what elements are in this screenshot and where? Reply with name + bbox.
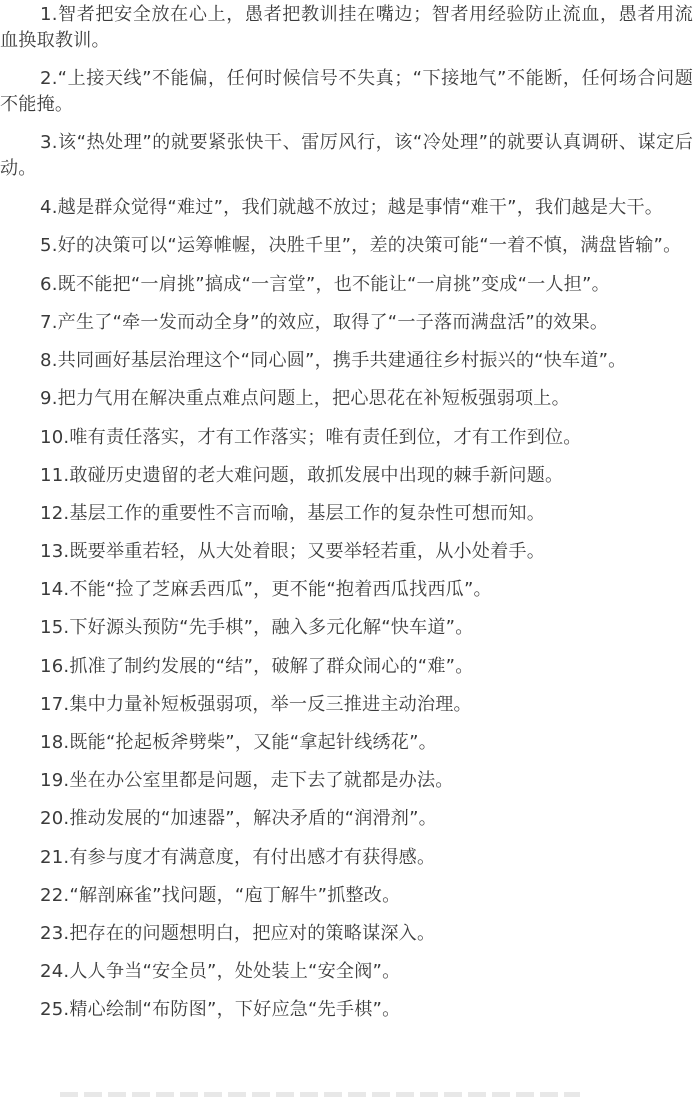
paragraph-15: 15.下好源头预防“先手棋”，融入多元化解“快车道”。 — [40, 617, 474, 639]
paragraph-4: 4.越是群众觉得“难过”，我们就越不放过；越是事情“难干”，我们越是大干。 — [40, 196, 664, 218]
paragraph-20: 20.推动发展的“加速器”，解决矛盾的“润滑剂”。 — [40, 808, 437, 830]
paragraph-25: 25.精心绘制“布防图”，下好应急“先手棋”。 — [40, 999, 401, 1021]
paragraph-24: 24.人人争当“安全员”，处处装上“安全阀”。 — [40, 961, 401, 983]
paragraph-21: 21.有参与度才有满意度，有付出感才有获得感。 — [40, 846, 436, 868]
paragraph-10: 10.唯有责任落实，才有工作落实；唯有责任到位，才有工作到位。 — [40, 426, 582, 448]
paragraph-9: 9.把力气用在解决重点难点问题上，把心思花在补短板强弱项上。 — [40, 388, 570, 410]
paragraph-22: 22.“解剖麻雀”找问题，“庖丁解牛”抓整改。 — [40, 884, 401, 906]
paragraph-14: 14.不能“捡了芝麻丢西瓜”，更不能“抱着西瓜找西瓜”。 — [40, 579, 492, 601]
paragraph-2: 2.“上接天线”不能偏，任何时候信号不失真；“下接地气”不能断，任何场合问题不能掩。 — [0, 68, 693, 115]
paragraph-6: 6.既不能把“一肩挑”搞成“一言堂”，也不能让“一肩挑”变成“一人担”。 — [40, 273, 610, 295]
cropped-text-fragment — [60, 1092, 580, 1097]
paragraph-5: 5.好的决策可以“运筹帷幄，决胜千里”，差的决策可能“一着不慎，满盘皆输”。 — [40, 235, 682, 257]
paragraph-11: 11.敢碰历史遗留的老大难问题，敢抓发展中出现的棘手新问题。 — [40, 464, 564, 486]
paragraph-19: 19.坐在办公室里都是问题，走下去了就都是办法。 — [40, 770, 454, 792]
paragraph-8: 8.共同画好基层治理这个“同心圆”，携手共建通往乡村振兴的“快车道”。 — [40, 350, 627, 372]
paragraph-12: 12.基层工作的重要性不言而喻，基层工作的复杂性可想而知。 — [40, 502, 546, 524]
paragraph-3: 3.该“热处理”的就要紧张快干、雷厉风行，该“冷处理”的就要认真调研、谋定后动。 — [0, 132, 693, 179]
paragraph-17: 17.集中力量补短板强弱项，举一反三推进主动治理。 — [40, 693, 472, 715]
paragraph-23: 23.把存在的问题想明白，把应对的策略谋深入。 — [40, 922, 436, 944]
paragraph-7: 7.产生了“牵一发而动全身”的效应，取得了“一子落而满盘活”的效果。 — [40, 311, 609, 333]
paragraph-13: 13.既要举重若轻，从大处着眼；又要举轻若重，从小处着手。 — [40, 541, 546, 563]
paragraph-16: 16.抓准了制约发展的“结”，破解了群众闹心的“难”。 — [40, 655, 474, 677]
paragraph-1: 1.智者把安全放在心上，愚者把教训挂在嘴边；智者用经验防止流血，愚者用流血换取教训。 — [0, 4, 693, 51]
paragraph-18: 18.既能“抡起板斧劈柴”，又能“拿起针线绣花”。 — [40, 732, 437, 753]
cropped-next-line — [0, 1092, 693, 1097]
